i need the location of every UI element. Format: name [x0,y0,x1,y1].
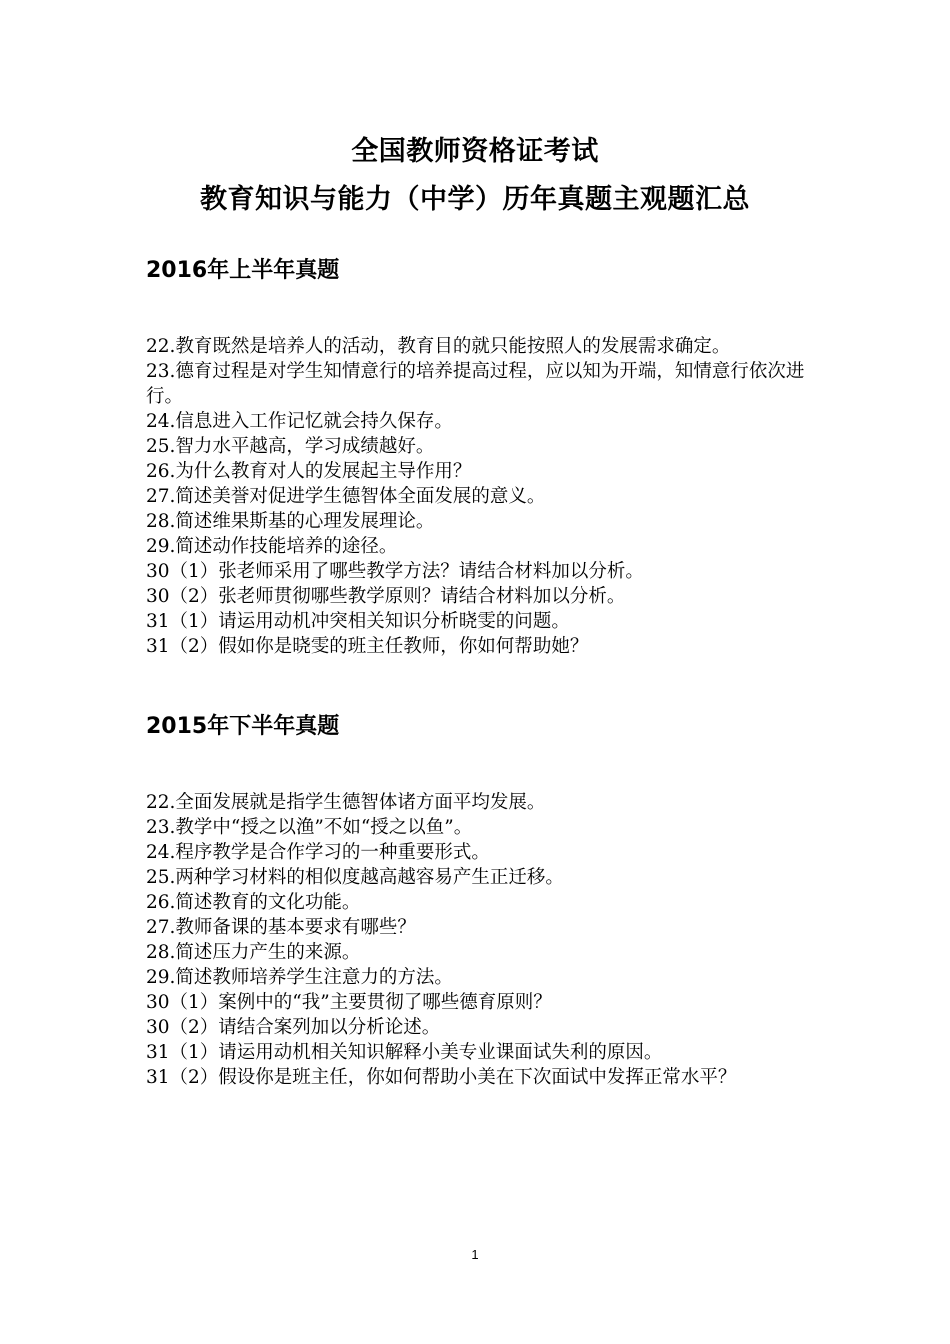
title-line-2: 教育知识与能力（中学）历年真题主观题汇总 [200,184,750,215]
question-item: 30（1）张老师采用了哪些教学方法？请结合材料加以分析。 [146,561,644,582]
title-line-1: 全国教师资格证考试 [351,136,599,167]
question-item: 22.教育既然是培养人的活动，教育目的就只能按照人的发展需求确定。 [146,336,731,357]
question-list [146,790,836,1090]
question-item: 30（2）请结合案列加以分析论述。 [146,1017,441,1038]
question-item: 31（1）请运用动机冲突相关知识分析晓雯的问题。 [146,611,570,632]
page-number: 1 [471,1247,479,1262]
question-item: 26.简述教育的文化功能。 [146,892,361,913]
question-item: 30（1）案例中的“我”主要贯彻了哪些德育原则？ [146,992,552,1013]
question-item: 31（2）假如你是晓雯的班主任教师，你如何帮助她？ [146,636,589,657]
question-item: 25.两种学习材料的相似度越高越容易产生正迁移。 [146,867,564,888]
question-item: 28.简述压力产生的来源。 [146,942,361,963]
question-item: 27.教师备课的基本要求有哪些？ [146,917,416,938]
question-item: 31（1）请运用动机相关知识解释小美专业课面试失利的原因。 [146,1042,663,1063]
question-item: 23.教学中“授之以渔”不如“授之以鱼”。 [146,817,473,838]
question-item: 25.智力水平越高，学习成绩越好。 [146,436,435,457]
question-item: 29.简述教师培养学生注意力的方法。 [146,967,453,988]
section-2015-second-half [146,712,836,1090]
question-item: 30（2）张老师贯彻哪些教学原则？请结合材料加以分析。 [146,586,626,607]
section-heading: 2016年上半年真题 [146,258,340,283]
question-item: 24.程序教学是合作学习的一种重要形式。 [146,842,490,863]
question-item: 26.为什么教育对人的发展起主导作用？ [146,461,472,482]
question-item: 29.简述动作技能培养的途径。 [146,536,398,557]
question-list [146,334,836,659]
question-item: 27.简述美誉对促进学生德智体全面发展的意义。 [146,486,546,507]
question-item: 23.德育过程是对学生知情意行的培养提高过程，应以知为开端，知情意行依次进行。 [146,361,805,407]
question-item: 24.信息进入工作记忆就会持久保存。 [146,411,453,432]
question-item: 31（2）假设你是班主任，你如何帮助小美在下次面试中发挥正常水平？ [146,1067,737,1088]
question-item: 22.全面发展就是指学生德智体诸方面平均发展。 [146,792,546,813]
question-item: 28.简述维果斯基的心理发展理论。 [146,511,435,532]
section-heading: 2015年下半年真题 [146,714,340,739]
section-2016-first-half [146,256,836,659]
document-title [0,128,950,224]
